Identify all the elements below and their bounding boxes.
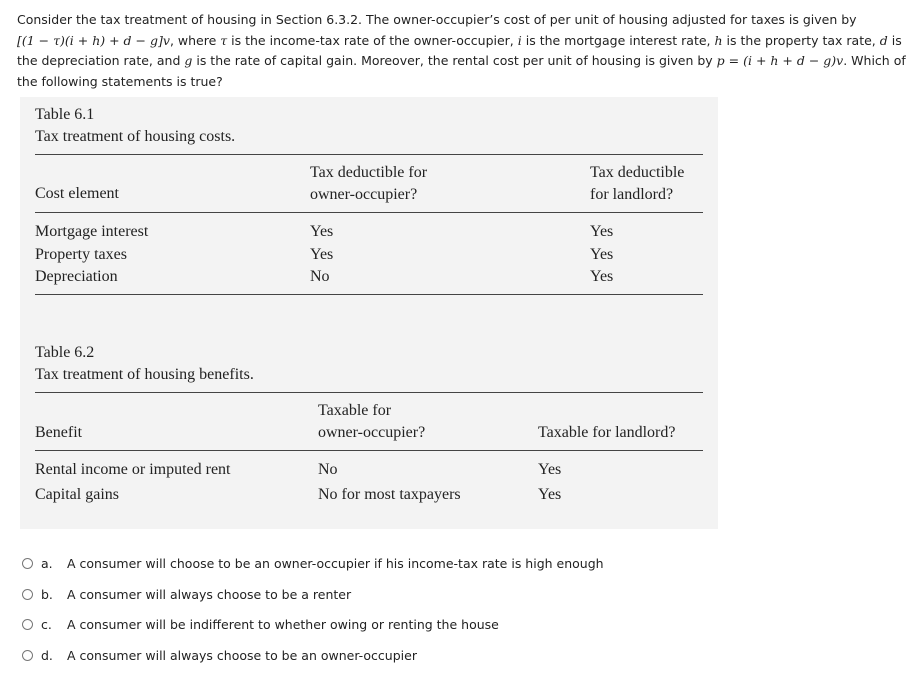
header-cost-element: Cost element bbox=[35, 185, 119, 202]
table-caption: Tax treatment of housing benefits. bbox=[35, 366, 254, 383]
row-owner: No bbox=[310, 268, 330, 285]
table-rule bbox=[35, 294, 703, 295]
row-element: Depreciation bbox=[35, 268, 118, 285]
radio-button[interactable] bbox=[22, 650, 33, 661]
h-symbol: h bbox=[714, 32, 723, 48]
row-benefit: Capital gains bbox=[35, 486, 119, 503]
tau-symbol: τ bbox=[220, 32, 228, 48]
header-owner-line1: Taxable for bbox=[318, 402, 392, 419]
option-text: A consumer will always choose to be a renter bbox=[67, 586, 352, 602]
row-owner: Yes bbox=[310, 223, 334, 240]
radio-button[interactable] bbox=[22, 589, 33, 600]
option-text: A consumer will always choose to be an owner-occupier bbox=[67, 647, 417, 663]
option-a[interactable] bbox=[22, 552, 604, 574]
option-letter: d. bbox=[41, 647, 53, 663]
owner-cost-formula: [(1 − τ)(i + h) + d − g]v bbox=[17, 32, 170, 48]
question-part: is the income-tax rate of the owner-occupier, bbox=[227, 32, 518, 48]
question-part: , where bbox=[169, 32, 221, 48]
option-c[interactable] bbox=[22, 613, 499, 635]
table-rule bbox=[35, 450, 703, 451]
header-owner-line1: Tax deductible for bbox=[310, 164, 428, 181]
row-benefit: Rental income or imputed rent bbox=[35, 461, 231, 478]
question-part: is the rate of capital gain. Moreover, the rental cost per unit of housing is given by bbox=[192, 53, 717, 68]
question-outro: . Which of the following statements is true? bbox=[17, 53, 906, 89]
table-caption: Tax treatment of housing costs. bbox=[35, 128, 236, 145]
table-rule bbox=[35, 154, 703, 155]
table-6-1 bbox=[35, 105, 703, 305]
option-d[interactable] bbox=[22, 644, 417, 666]
radio-button[interactable] bbox=[22, 619, 33, 630]
option-b[interactable] bbox=[22, 583, 351, 605]
table-rule bbox=[35, 392, 703, 393]
row-owner: Yes bbox=[310, 246, 334, 263]
table-rule bbox=[35, 212, 703, 213]
question-part: is the mortgage interest rate, bbox=[521, 32, 715, 48]
table-6-2 bbox=[35, 343, 703, 523]
g-symbol: g bbox=[184, 53, 193, 68]
option-letter: c. bbox=[41, 616, 52, 632]
header-landlord-line2: for landlord? bbox=[590, 186, 674, 203]
table-number: Table 6.2 bbox=[35, 344, 95, 361]
row-element: Mortgage interest bbox=[35, 223, 149, 240]
tables-image bbox=[20, 97, 718, 529]
header-landlord-line1: Tax deductible bbox=[590, 164, 685, 181]
question-text bbox=[17, 10, 913, 92]
option-text: A consumer will choose to be an owner-occupier if his income-tax rate is high enough bbox=[67, 555, 604, 571]
header-benefit: Benefit bbox=[35, 424, 83, 441]
row-landlord: Yes bbox=[538, 461, 562, 478]
rental-cost-formula: p = (i + h + d − g)v bbox=[716, 53, 844, 68]
question-intro: Consider the tax treatment of housing in Section 6.3.2. The owner-occupier’s cost of per unit of housing adjusted for taxes is given by bbox=[17, 12, 857, 27]
row-landlord: Yes bbox=[538, 486, 562, 503]
row-landlord: Yes bbox=[590, 268, 614, 285]
question-part: is the property tax rate, bbox=[722, 32, 880, 48]
question-part: is the depreciation rate, and bbox=[17, 32, 902, 68]
d-symbol: d bbox=[879, 32, 888, 48]
header-landlord: Taxable for landlord? bbox=[538, 424, 676, 441]
option-letter: a. bbox=[41, 555, 53, 571]
row-landlord: Yes bbox=[590, 246, 614, 263]
option-text: A consumer will be indifferent to whether owing or renting the house bbox=[67, 616, 499, 632]
radio-button[interactable] bbox=[22, 558, 33, 569]
row-element: Property taxes bbox=[35, 246, 127, 263]
row-owner: No bbox=[318, 461, 338, 478]
i-symbol: i bbox=[517, 32, 522, 48]
row-owner: No for most taxpayers bbox=[318, 486, 461, 503]
header-owner-line2: owner-occupier? bbox=[318, 424, 426, 441]
header-owner-line2: owner-occupier? bbox=[310, 186, 418, 203]
row-landlord: Yes bbox=[590, 223, 614, 240]
option-letter: b. bbox=[41, 586, 53, 602]
table-number: Table 6.1 bbox=[35, 106, 95, 123]
